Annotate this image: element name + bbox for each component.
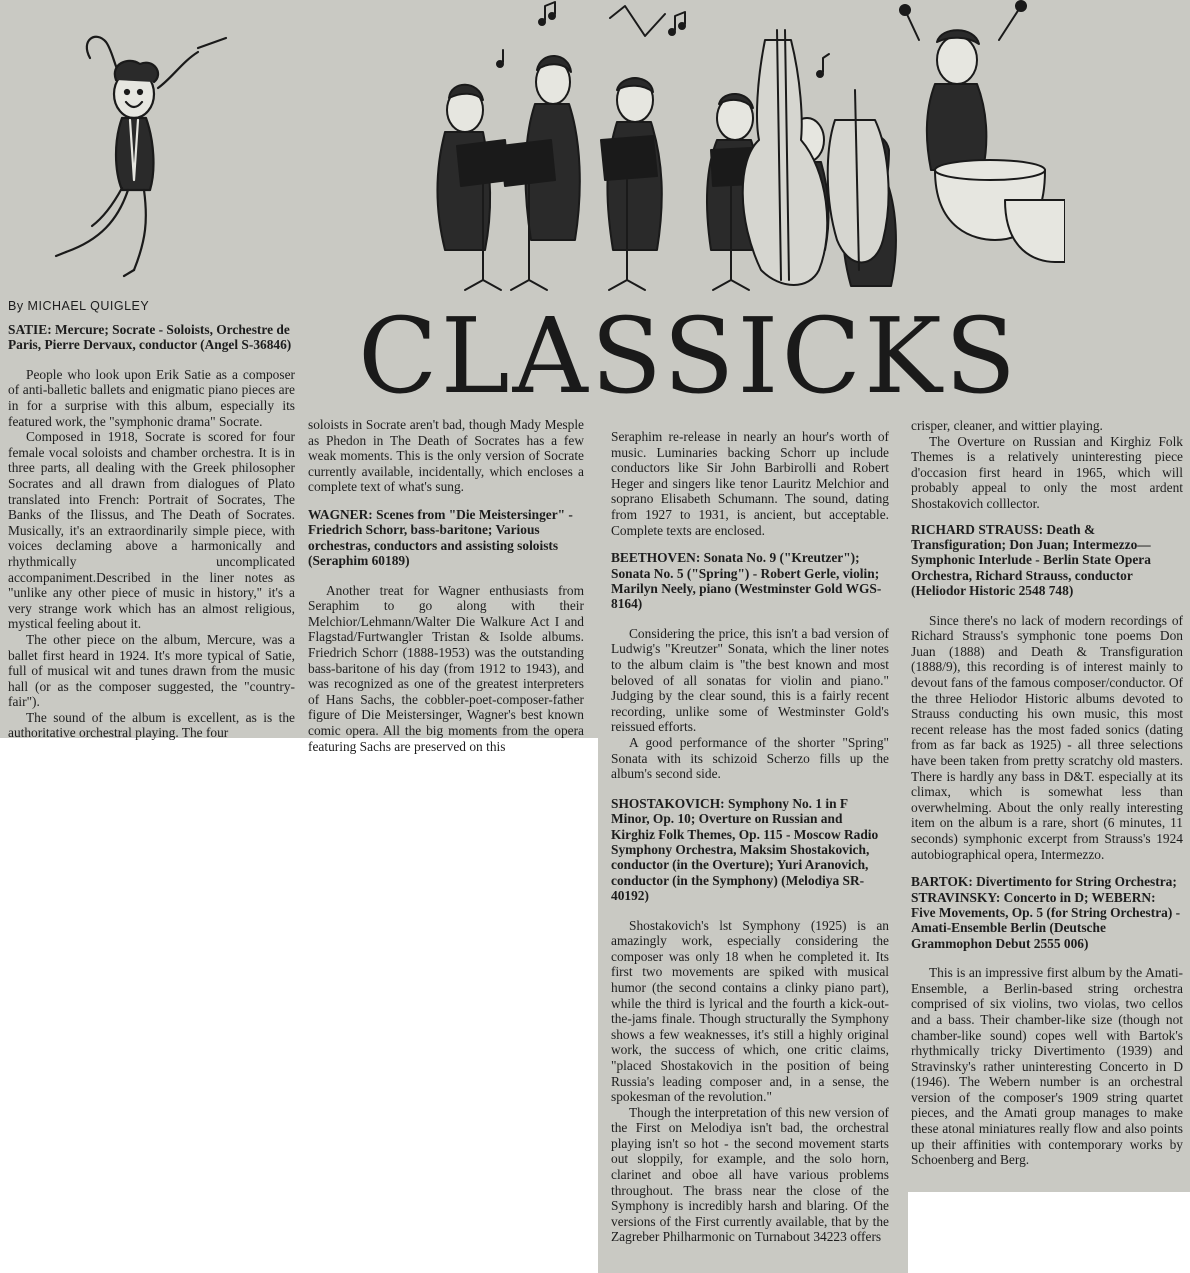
orchestra-illustration: [405, 0, 1065, 300]
blank-area: [0, 738, 598, 1273]
paragraph: Composed in 1918, Socrate is scored for four female vocal soloists and chamber orchestra. It is in three parts, all dealing with the Greek philosopher Socrates and all drawn from dialogues of Plato translated into French: Portrait of Socrates, The Banks of the Ilissus, and The Death of Socrates. Musically, it's an extraordinarily simple piece, with voices declaming above a harmonically and rhythmically uncomplicated accompaniment.Described in the liner notes as "unlike any other piece of music in history," it's a very strange work which has an almost religious, mystical feeling about it.: [8, 429, 295, 632]
page-title: CLASSICKS: [358, 295, 1020, 417]
column-2: [308, 417, 584, 754]
paragraph: This is an impressive first album by the Amati-Ensemble, a Berlin-based string orchestra comprised of six violins, two violas, two cellos and a bass. Their chamber-like size (though not chamber-like sound) copes well with Bartok's rhythmically tricky Divertimento (1939) and Stravinsky's rather uninteresting Concerto in D (1946). The Webern number is an orchestral version of the composer's 1909 string quartet pieces, and the Amati group manages to make these atonal miniatures really flow and also points up their affinities with contemporary works by Schoenberg and Berg.: [911, 965, 1183, 1168]
paragraph: The sound of the album is excellent, as is the authoritative orchestral playing. The four: [8, 709, 295, 741]
review-heading-shostakovich: SHOSTAKOVICH: Symphony No. 1 in F Minor, Op. 10; Overture on Russian and Kirghiz Folk Themes, Op. 115 - Moscow Radio Symphony Orchestra, Maksim Shostakovich, conductor (in the Overture); Yuri Aranovich, conductor (in the Symphony) (Melodiya SR-40192): [611, 795, 879, 904]
paragraph: A good performance of the shorter "Spring" Sonata with its schizoid Scherzo fills up the album's second side.: [611, 734, 889, 782]
paragraph: soloists in Socrate aren't bad, though Mady Mesple as Phedon in The Death of Socrates has a few weak moments. This is the only version of Socrate currently available, incidentally, which encloses a complete text of what's sung.: [308, 417, 584, 495]
byline: By MICHAEL QUIGLEY: [8, 299, 150, 313]
conductor-illustration: [30, 20, 240, 285]
paragraph: People who look upon Erik Satie as a composer of anti-balletic ballets and enigmatic piano pieces are in for a surprise with this album, especially its featured work, the "symphonic drama" Socrate.: [8, 366, 295, 429]
review-heading-satie: SATIE: Mercure; Socrate - Soloists, Orchestre de Paris, Pierre Dervaux, conductor (Angel S-36846): [8, 322, 292, 353]
column-3: [611, 429, 889, 1245]
column-4: [911, 418, 1183, 1168]
paragraph: Since there's no lack of modern recordings of Richard Strauss's symphonic tone poems Don Juan (1888) and Death & Transfiguration (1888/9), this recording is of interest mainly to devout fans of the famous composer/conductor. Of the three Heliodor Historic albums devoted to Strauss conducting his own music, this most recent release has the most faded sonics (dating from as far back as 1925) - all three selections have been taken from pretty scratchy old masters. There is hardly any bass in D&T. especially at its climax, which is somewhat less than overwhelming. About the only really interesting item on the album is a rare, short (6 minutes, 11 seconds) symphonic excerpt from Strauss's 1924 autobiographical opera, Intermezzo.: [911, 612, 1183, 862]
paragraph: Another treat for Wagner enthusiasts from Seraphim to go along with their Melchior/Lehmann/Walter Die Walkure Act I and Flagstad/Furtwangler Tristan & Isolde albums. Friedrich Schorr (1888-1953) was the outstanding bass-baritone of his day (from 1912 to 1943), and was recognized as one of the greatest interpreters of Hans Sachs, the cobbler-poet-composer-father figure of Die Meistersinger, Wagner's best known comic opera. All the big moments from the opera featuring Sachs are preserved on this: [308, 582, 584, 754]
paragraph: The Overture on Russian and Kirghiz Folk Themes is a relatively uninteresting piece d'occasion first heard in 1965, which will probably appeal to only the most ardent Shostakovich colllector.: [911, 433, 1183, 511]
paragraph: Though the interpretation of this new version of the First on Melodiya isn't bad, the orchestral playing isn't so hot - the second movement starts out sloppily, for example, and the solo horn, clarinet and oboe all have various problems throughout. The brass near the close of the Symphony is incredibly harsh and blaring. Of the versions of the First currently available, that by the Zagreber Philharmonic on Turnabout 34223 offers: [611, 1104, 889, 1245]
paragraph: crisper, cleaner, and wittier playing.: [911, 418, 1103, 433]
column-1: [8, 322, 295, 741]
paragraph: Considering the price, this isn't a bad version of Ludwig's "Kreutzer" Sonata, which the liner notes to the album claim is "the best known and most beloved of all sonatas for violin and piano." Judging by the clear sound, this is a fairly recent recording, unlike some of Westminster Gold's reissued efforts.: [611, 625, 889, 735]
blank-area: [908, 1192, 1190, 1273]
review-heading-strauss: RICHARD STRAUSS: Death & Transfiguration; Don Juan; Intermezzo—Symphonic Interlude - Berlin State Opera Orchestra, Richard Strauss, conductor (Heliodor Historic 2548 748): [911, 521, 1151, 599]
review-heading-bartok: BARTOK: Divertimento for String Orchestra; STRAVINSKY: Concerto in D; WEBERN: Five Movements, Op. 5 (for String Orchestra) - Amati-Ensemble Berlin (Deutsche Grammophon Debut 2555 006): [911, 874, 1181, 951]
review-heading-wagner: WAGNER: Scenes from "Die Meistersinger" - Friedrich Schorr, bass-baritone; Various orchestras, conductors and assisting soloists (Seraphim 60189): [308, 506, 573, 569]
paragraph: Seraphim re-release in nearly an hour's worth of music. Luminaries backing Schorr up include conductors like Sir John Barbirolli and Robert Heger and singers like tenor Lauritz Melchior and soprano Elisabeth Schumann. The sound, dating from 1927 to 1931, is ancient, but acceptable. Complete texts are enclosed.: [611, 429, 889, 538]
paragraph: The other piece on the album, Mercure, was a ballet first heard in 1924. It's more typical of Satie, full of musical wit and tunes drawn from the music hall (or as the composer suggested, the "country-fair").: [8, 631, 295, 710]
paragraph: Shostakovich's lst Symphony (1925) is an amazingly work, especially considering the composer was only 18 when he completed it. Its first two movements are spiked with musical humor (the second contains a clinky piano part), while the third is lyrical and the fourth a kick-out-the-jams finale. Though structurally the Symphony shows a few weaknesses, it's still a highly original work, the success of which, one critic claims, "placed Shostakovich in the position of being Russia's leading composer and, in a sense, the spokesman of the revolution.": [611, 917, 889, 1105]
review-heading-beethoven: BEETHOVEN: Sonata No. 9 ("Kreutzer"); Sonata No. 5 ("Spring") - Robert Gerle, violin; Marilyn Neely, piano (Westminster Gold WGS-8164): [611, 550, 882, 612]
